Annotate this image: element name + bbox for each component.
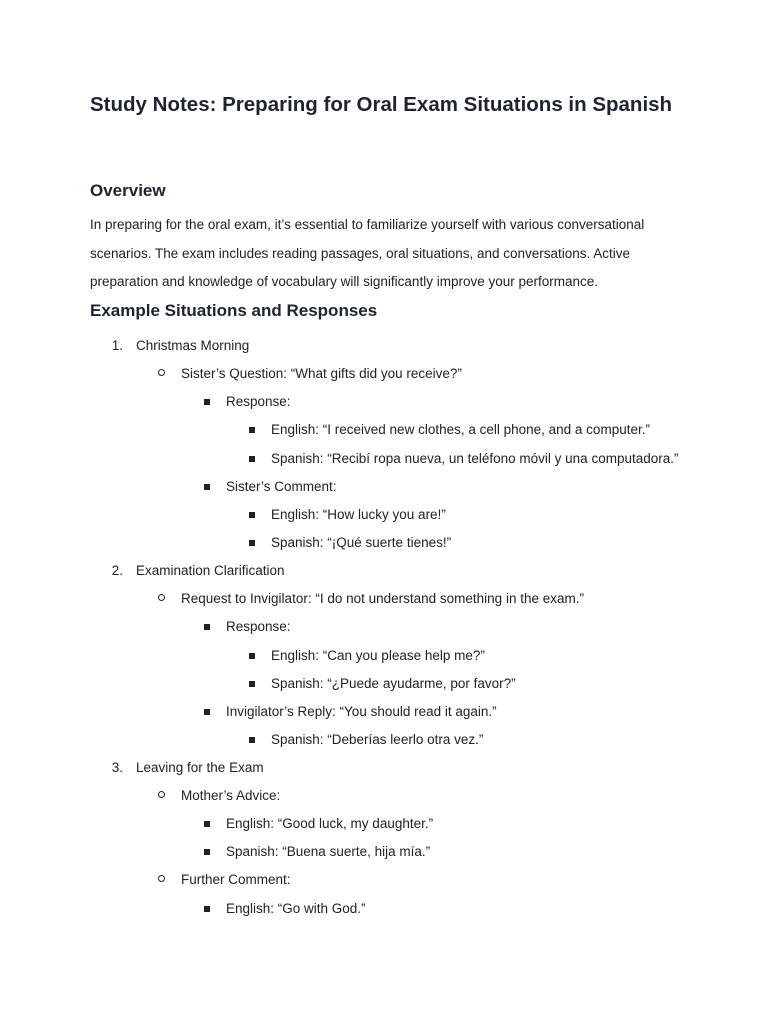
- list-item: Spanish: “¿Puede ayudarme, por favor?”: [271, 676, 516, 691]
- list-item: English: “Go with God.”: [226, 901, 366, 916]
- overview-paragraph: In preparing for the oral exam, it’s essential to familiarize yourself with various conversational scenarios. The exam includes reading passages, oral situations, and conversations. Active preparation and knowledge of vocabulary will significantly improve your performance.: [90, 217, 645, 289]
- list-item: Mother’s Advice:: [181, 788, 281, 803]
- list-item: English: “I received new clothes, a cell phone, and a computer.”: [271, 422, 650, 437]
- square-bullet-icon: [204, 624, 210, 630]
- list-number: 2.: [111, 563, 123, 578]
- situation-title: Examination Clarification: [136, 563, 285, 578]
- square-bullet-icon: [204, 484, 210, 490]
- overview-heading: Overview: [90, 181, 166, 200]
- situation-title: Christmas Morning: [136, 338, 250, 353]
- square-bullet-icon: [204, 906, 210, 912]
- hollow-bullet-icon: [158, 875, 165, 882]
- list-item: Spanish: “Deberías leerlo otra vez.”: [271, 732, 484, 747]
- list-item: Spanish: “Buena suerte, hija mía.”: [226, 844, 431, 859]
- square-bullet-icon: [204, 399, 210, 405]
- square-bullet-icon: [204, 821, 210, 827]
- square-bullet-icon: [204, 709, 210, 715]
- examples-heading: Example Situations and Responses: [90, 301, 378, 320]
- list-item: English: “How lucky you are!”: [271, 507, 446, 522]
- square-bullet-icon: [249, 540, 255, 546]
- list-number: 1.: [111, 338, 123, 353]
- square-bullet-icon: [249, 427, 255, 433]
- square-bullet-icon: [204, 849, 210, 855]
- list-item: Response:: [226, 619, 291, 634]
- list-item: Request to Invigilator: “I do not understand something in the exam.”: [181, 591, 584, 606]
- list-item: English: “Good luck, my daughter.”: [226, 816, 434, 831]
- situation-title: Leaving for the Exam: [136, 760, 264, 775]
- page-title: Study Notes: Preparing for Oral Exam Situations in Spanish: [90, 93, 673, 116]
- list-number: 3.: [111, 760, 123, 775]
- list-item: Response:: [226, 394, 291, 409]
- hollow-bullet-icon: [158, 791, 165, 798]
- hollow-bullet-icon: [158, 369, 165, 376]
- square-bullet-icon: [249, 512, 255, 518]
- square-bullet-icon: [249, 681, 255, 687]
- square-bullet-icon: [249, 456, 255, 462]
- list-item: Invigilator’s Reply: “You should read it again.”: [226, 704, 497, 719]
- list-item: Spanish: “¡Qué suerte tienes!”: [271, 535, 452, 550]
- list-item: English: “Can you please help me?”: [271, 648, 485, 663]
- list-item: Sister’s Comment:: [226, 479, 337, 494]
- hollow-bullet-icon: [158, 594, 165, 601]
- list-item: Spanish: “Recibí ropa nueva, un teléfono móvil y una computadora.”: [271, 451, 679, 466]
- list-item: Further Comment:: [181, 872, 291, 887]
- square-bullet-icon: [249, 653, 255, 659]
- square-bullet-icon: [249, 737, 255, 743]
- list-item: Sister’s Question: “What gifts did you receive?”: [181, 366, 462, 381]
